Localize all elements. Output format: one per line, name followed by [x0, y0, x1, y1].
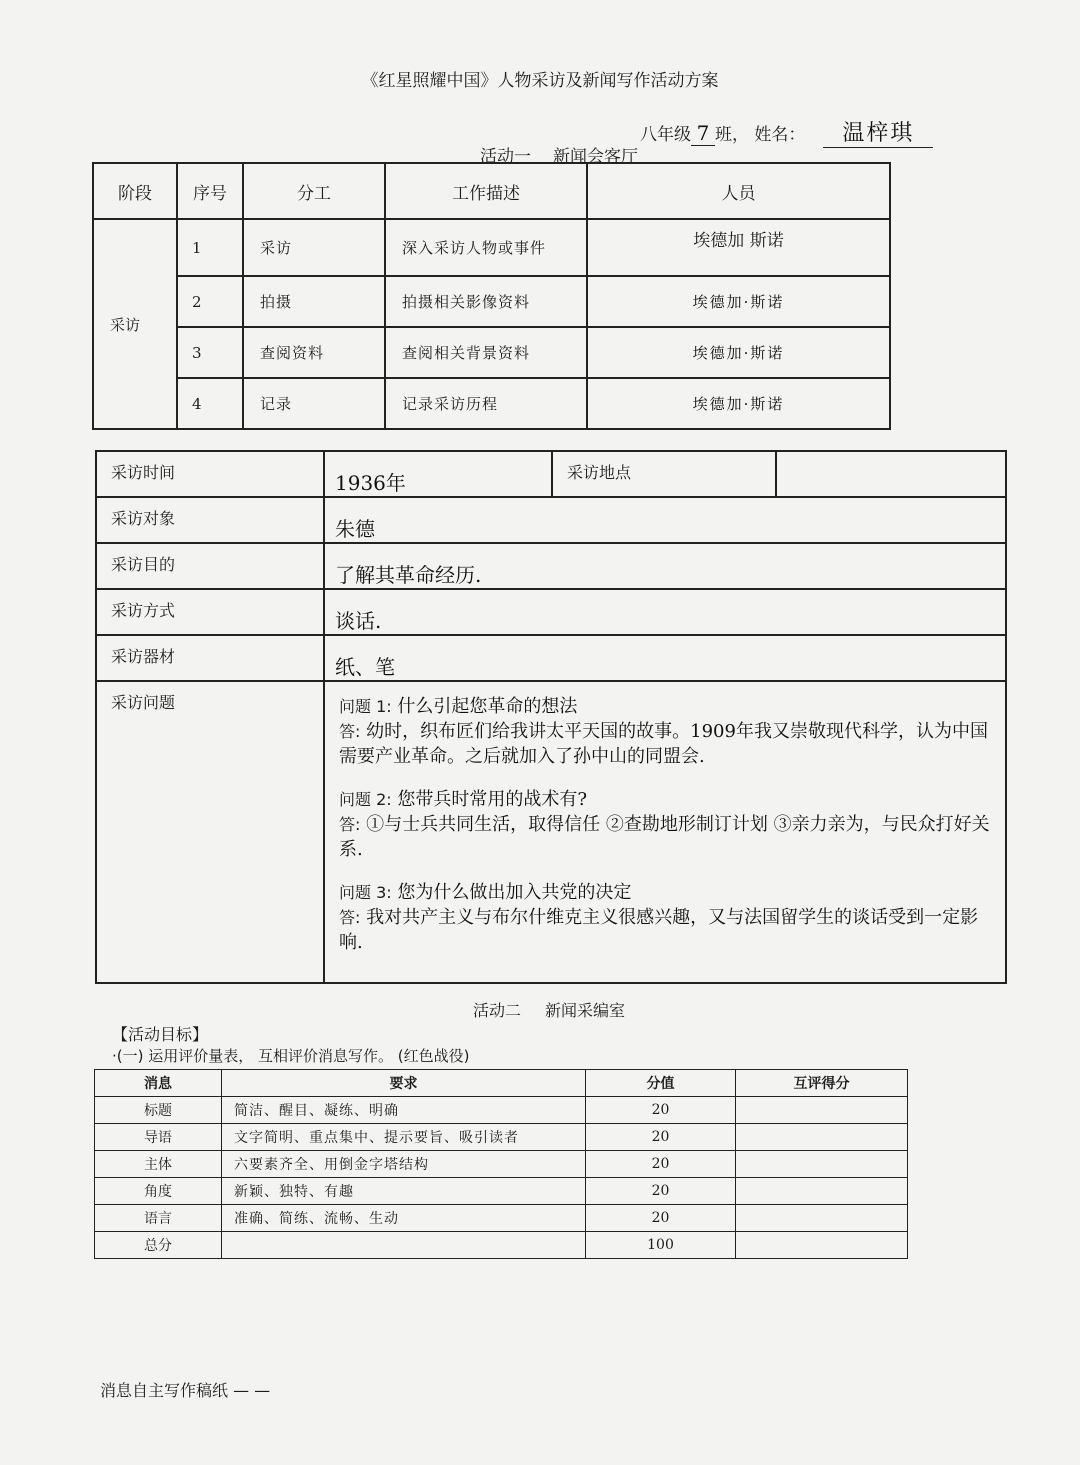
equipment-value: 纸、笔 — [324, 635, 1006, 681]
seq-cell: 4 — [177, 378, 243, 429]
rubric-item: 语言 — [95, 1205, 222, 1232]
rubric-requirement: 准确、简练、流畅、生动 — [222, 1205, 586, 1232]
rubric-requirement — [222, 1232, 586, 1259]
answer-text: 幼时，织布匠们给我讲太平天国的故事。1909年我又崇敬现代科学，认为中国需要产业革命。之后就加入了孙中山的同盟会. — [339, 721, 988, 767]
seq-cell: 3 — [177, 327, 243, 378]
question-prefix: 问题 1: — [339, 697, 392, 716]
col-header-score: 分值 — [586, 1070, 736, 1097]
table-row — [95, 1232, 908, 1259]
answer-prefix: 答: — [339, 722, 361, 741]
person-cell: 埃德加·斯诺 — [587, 327, 890, 378]
desc-cell: 记录采访历程 — [385, 378, 587, 429]
rubric-header-row — [95, 1070, 908, 1097]
questions-label: 采访问题 — [96, 681, 324, 983]
rubric-item: 主体 — [95, 1151, 222, 1178]
role-cell: 拍摄 — [243, 276, 385, 327]
rubric-score: 20 — [586, 1151, 736, 1178]
table-row — [95, 1097, 908, 1124]
person-cell: 埃德加·斯诺 — [587, 378, 890, 429]
question-block — [339, 880, 995, 955]
desc-cell: 深入采访人物或事件 — [385, 219, 587, 276]
table-row — [95, 1205, 908, 1232]
rubric-requirement: 简洁、醒目、凝练、明确 — [222, 1097, 586, 1124]
interview-equipment-row — [96, 635, 1006, 681]
question-text: 什么引起您革命的想法 — [397, 696, 578, 717]
table-row — [95, 1178, 908, 1205]
table-header-row — [93, 163, 890, 219]
activity2-name: 新闻采编室 — [545, 1001, 626, 1020]
rubric-peer-score[interactable] — [736, 1151, 908, 1178]
table-row — [93, 219, 890, 276]
evaluation-rubric-table — [94, 1069, 908, 1259]
table-row — [95, 1124, 908, 1151]
table-row — [95, 1151, 908, 1178]
col-header-person: 人员 — [587, 163, 890, 219]
table-row — [93, 378, 890, 429]
answer-text: ①与士兵共同生活，取得信任 ②查勘地形制订计划 ③亲力亲为，与民众打好关系. — [339, 814, 990, 860]
activity2-heading — [473, 998, 625, 1021]
interview-time-row — [96, 451, 1006, 497]
student-name: 温梓琪 — [823, 116, 933, 148]
role-cell: 查阅资料 — [243, 327, 385, 378]
interview-purpose-row — [96, 543, 1006, 589]
person-cell: 埃德加·斯诺 — [587, 276, 890, 327]
rubric-requirement: 六要素齐全、用倒金字塔结构 — [222, 1151, 586, 1178]
rubric-score: 100 — [586, 1232, 736, 1259]
method-label: 采访方式 — [96, 589, 324, 635]
col-header-stage: 阶段 — [93, 163, 177, 219]
method-value: 谈话. — [324, 589, 1006, 635]
seq-cell: 2 — [177, 276, 243, 327]
col-header-requirement: 要求 — [222, 1070, 586, 1097]
role-cell: 记录 — [243, 378, 385, 429]
table-row — [93, 327, 890, 378]
desc-cell: 拍摄相关影像资料 — [385, 276, 587, 327]
stage-cell: 采访 — [93, 219, 177, 429]
person-cell: 埃德加 斯诺 — [587, 219, 890, 276]
role-cell: 采访 — [243, 219, 385, 276]
rubric-peer-score[interactable] — [736, 1232, 908, 1259]
name-label: 姓名： — [754, 125, 806, 145]
footer-text: 消息自主写作稿纸 — — — [100, 1381, 271, 1400]
purpose-label: 采访目的 — [96, 543, 324, 589]
subject-value: 朱德 — [324, 497, 1006, 543]
activity-goal-heading: 【活动目标】 — [112, 1025, 209, 1044]
subject-label: 采访对象 — [96, 497, 324, 543]
interview-subject-row — [96, 497, 1006, 543]
rubric-item: 标题 — [95, 1097, 222, 1124]
question-text: 您为什么做出加入共党的决定 — [397, 882, 632, 903]
col-header-seq: 序号 — [177, 163, 243, 219]
activity-goal-item: ·(一) 运用评价量表， 互相评价消息写作。 (红色战役) — [112, 1047, 470, 1065]
rubric-item: 总分 — [95, 1232, 222, 1259]
question-block — [339, 694, 995, 769]
rubric-peer-score[interactable] — [736, 1178, 908, 1205]
division-of-work-table — [92, 162, 891, 430]
questions-cell — [324, 681, 1006, 983]
class-label: 班， — [715, 125, 749, 145]
rubric-peer-score[interactable] — [736, 1205, 908, 1232]
question-text: 您带兵时常用的战术有? — [397, 789, 588, 810]
activity1-name: 新闻会客厅 — [553, 147, 638, 167]
rubric-score: 20 — [586, 1205, 736, 1232]
col-header-peer-score: 互评得分 — [736, 1070, 908, 1097]
question-prefix: 问题 3: — [339, 883, 392, 902]
rubric-score: 20 — [586, 1097, 736, 1124]
time-value: 1936年 — [324, 451, 552, 497]
rubric-score: 20 — [586, 1178, 736, 1205]
question-block — [339, 787, 995, 862]
rubric-requirement: 文字简明、重点集中、提示要旨、吸引读者 — [222, 1124, 586, 1151]
class-number: 7 — [691, 121, 715, 146]
seq-cell: 1 — [177, 219, 243, 276]
question-prefix: 问题 2: — [339, 790, 392, 809]
answer-prefix: 答: — [339, 908, 361, 927]
interview-questions-row — [96, 681, 1006, 983]
interview-method-row — [96, 589, 1006, 635]
activity1-label: 活动一 — [480, 147, 531, 167]
page-title: 《红星照耀中国》人物采访及新闻写作活动方案 — [361, 71, 719, 91]
col-header-desc: 工作描述 — [385, 163, 587, 219]
table-row — [93, 276, 890, 327]
grade-label: 八年级 — [640, 125, 691, 145]
rubric-peer-score[interactable] — [736, 1097, 908, 1124]
time-label: 采访时间 — [96, 451, 324, 497]
student-info-line — [640, 116, 933, 148]
rubric-requirement: 新颖、独特、有趣 — [222, 1178, 586, 1205]
place-label: 采访地点 — [552, 451, 776, 497]
activity2-label: 活动二 — [473, 1001, 522, 1020]
rubric-peer-score[interactable] — [736, 1124, 908, 1151]
answer-prefix: 答: — [339, 815, 361, 834]
desc-cell: 查阅相关背景资料 — [385, 327, 587, 378]
equipment-label: 采访器材 — [96, 635, 324, 681]
place-value — [776, 451, 1006, 497]
interview-info-table — [95, 450, 1007, 984]
rubric-item: 角度 — [95, 1178, 222, 1205]
rubric-score: 20 — [586, 1124, 736, 1151]
rubric-item: 导语 — [95, 1124, 222, 1151]
purpose-value: 了解其革命经历. — [324, 543, 1006, 589]
answer-text: 我对共产主义与布尔什维克主义很感兴趣，又与法国留学生的谈话受到一定影响. — [339, 907, 979, 953]
col-header-role: 分工 — [243, 163, 385, 219]
col-header-item: 消息 — [95, 1070, 222, 1097]
